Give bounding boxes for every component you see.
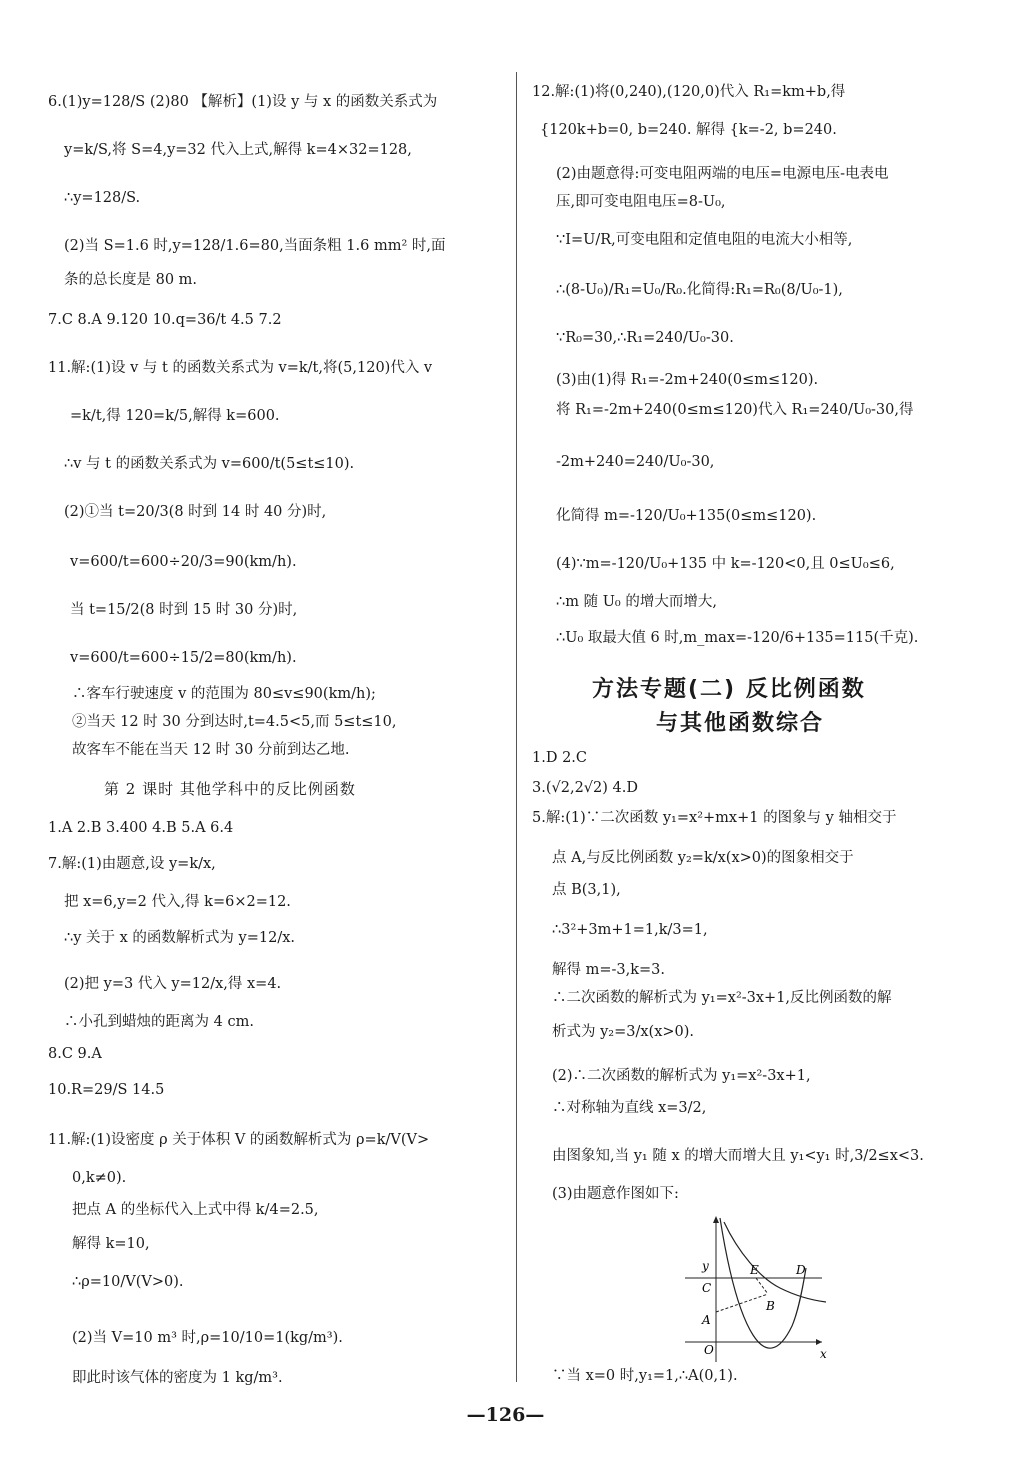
right-text-line: (4)∵m=-120/U₀+135 中 k=-120<0,且 0≤U₀≤6, bbox=[556, 556, 895, 572]
right-text-line: 3.(√2,2√2) 4.D bbox=[532, 780, 638, 796]
right-text-line: 12.解:(1)将(0,240),(120,0)代入 R₁=km+b,得 bbox=[532, 84, 846, 100]
left-text-line: 当 t=15/2(8 时到 15 时 30 分)时, bbox=[70, 602, 298, 618]
left-text-line: ∴客车行驶速度 v 的范围为 80≤v≤90(km/h); bbox=[72, 686, 376, 702]
right-text-line: 将 R₁=-2m+240(0≤m≤120)代入 R₁=240/U₀-30,得 bbox=[556, 402, 914, 418]
left-text-line: ∴小孔到蜡烛的距离为 4 cm. bbox=[64, 1014, 254, 1030]
left-text-line: 1.A 2.B 3.400 4.B 5.A 6.4 bbox=[48, 820, 234, 836]
right-text-line: (3)由题意作图如下: bbox=[552, 1186, 679, 1202]
left-text-line: 7.解:(1)由题意,设 y=k/x, bbox=[48, 856, 216, 872]
y-arrow-icon bbox=[713, 1216, 719, 1223]
label-b: B bbox=[766, 1299, 775, 1313]
right-text-line: ∵I=U/R,可变电阻和定值电阻的电流大小相等, bbox=[556, 232, 853, 248]
right-text-line: 1.D 2.C bbox=[532, 750, 587, 766]
left-text-line: 即此时该气体的密度为 1 kg/m³. bbox=[72, 1370, 283, 1386]
left-text-line: 解得 k=10, bbox=[72, 1236, 150, 1252]
parabola-curve bbox=[720, 1218, 806, 1348]
right-text-line: ∴二次函数的解析式为 y₁=x²-3x+1,反比例函数的解 bbox=[552, 990, 892, 1006]
left-text-line: 把 x=6,y=2 代入,得 k=6×2=12. bbox=[64, 894, 291, 910]
lesson-heading: 第 2 课时 其他学科中的反比例函数 bbox=[104, 780, 356, 798]
left-text-line: (2)把 y=3 代入 y=12/x,得 x=4. bbox=[64, 976, 282, 992]
label-a: A bbox=[702, 1313, 711, 1327]
left-text-line: v=600/t=600÷20/3=90(km/h). bbox=[70, 554, 297, 570]
left-text-line: 10.R=29/S 14.5 bbox=[48, 1082, 165, 1098]
right-text-line: (3)由(1)得 R₁=-2m+240(0≤m≤120). bbox=[556, 372, 819, 388]
label-c: C bbox=[702, 1281, 712, 1295]
right-text-line: 解得 m=-3,k=3. bbox=[552, 962, 666, 978]
right-text-line: ∴U₀ 取最大值 6 时,m_max=-120/6+135=115(千克). bbox=[556, 630, 919, 646]
right-text-line: ∵R₀=30,∴R₁=240/U₀-30. bbox=[556, 330, 734, 346]
right-text-line: 压,即可变电阻电压=8-U₀, bbox=[556, 194, 726, 210]
section-title: 与其他函数综合 bbox=[656, 711, 825, 736]
parabola-hyperbola-figure bbox=[680, 1212, 830, 1372]
left-text-line: ∴v 与 t 的函数关系式为 v=600/t(5≤t≤10). bbox=[64, 456, 355, 472]
right-text-line: 点 B(3,1), bbox=[552, 882, 621, 898]
right-text-line: 由图象知,当 y₁ 随 x 的增大而增大且 y₁<y₁ 时,3/2≤x<3. bbox=[552, 1148, 924, 1164]
left-text-line: v=600/t=600÷15/2=80(km/h). bbox=[70, 650, 297, 666]
x-arrow-icon bbox=[816, 1339, 822, 1345]
right-text-line: ∴3²+3m+1=1,k/3=1, bbox=[552, 922, 708, 938]
left-text-line: ∴y=128/S. bbox=[64, 190, 141, 206]
page-number: —126— bbox=[466, 1404, 545, 1426]
left-text-line: ②当天 12 时 30 分到达时,t=4.5<5,而 5≤t≤10, bbox=[72, 714, 397, 730]
left-text-line: 7.C 8.A 9.120 10.q=36/t 4.5 7.2 bbox=[48, 312, 282, 328]
left-text-line: 11.解:(1)设 v 与 t 的函数关系式为 v=k/t,将(5,120)代入 v bbox=[48, 360, 433, 376]
left-text-line: y=k/S,将 S=4,y=32 代入上式,解得 k=4×32=128, bbox=[64, 142, 412, 158]
dash-ab bbox=[716, 1294, 768, 1312]
right-text-line: ∴对称轴为直线 x=3/2, bbox=[552, 1100, 707, 1116]
label-o: O bbox=[704, 1343, 714, 1357]
label-e: E bbox=[750, 1263, 759, 1277]
label-y: y bbox=[702, 1259, 709, 1273]
left-text-line: 0,k≠0). bbox=[72, 1170, 127, 1186]
right-text-line: (2)由题意得:可变电阻两端的电压=电源电压-电表电 bbox=[556, 166, 889, 182]
right-text-line: 点 A,与反比例函数 y₂=k/x(x>0)的图象相交于 bbox=[552, 850, 854, 866]
right-text-line: ∵当 x=0 时,y₁=1,∴A(0,1). bbox=[552, 1368, 738, 1384]
right-text-line: {120k+b=0, b=240. 解得 {k=-2, b=240. bbox=[540, 122, 837, 138]
left-text-line: (2)①当 t=20/3(8 时到 14 时 40 分)时, bbox=[64, 504, 327, 520]
label-d: D bbox=[796, 1263, 806, 1277]
right-text-line: 5.解:(1)∵二次函数 y₁=x²+mx+1 的图象与 y 轴相交于 bbox=[532, 810, 897, 826]
column-divider bbox=[516, 72, 517, 1382]
left-text-line: 条的总长度是 80 m. bbox=[64, 272, 198, 288]
hyperbola-curve bbox=[724, 1222, 826, 1302]
right-text-line: ∴m 随 U₀ 的增大而增大, bbox=[556, 594, 717, 610]
left-text-line: (2)当 V=10 m³ 时,ρ=10/10=1(kg/m³). bbox=[72, 1330, 343, 1346]
right-text-line: ∴(8-U₀)/R₁=U₀/R₀.化简得:R₁=R₀(8/U₀-1), bbox=[556, 282, 843, 298]
section-title: 方法专题(二) 反比例函数 bbox=[592, 677, 866, 702]
dash-eb bbox=[756, 1278, 768, 1294]
left-text-line: (2)当 S=1.6 时,y=128/1.6=80,当面条粗 1.6 mm² 时,面 bbox=[64, 238, 446, 254]
left-text-line: 11.解:(1)设密度 ρ 关于体积 V 的函数解析式为 ρ=k/V(V> bbox=[48, 1132, 430, 1148]
right-text-line: 析式为 y₂=3/x(x>0). bbox=[552, 1024, 695, 1040]
left-text-line: =k/t,得 120=k/5,解得 k=600. bbox=[70, 408, 280, 424]
right-text-line: 化简得 m=-120/U₀+135(0≤m≤120). bbox=[556, 508, 817, 524]
left-text-line: 6.(1)y=128/S (2)80 【解析】(1)设 y 与 x 的函数关系式为 bbox=[48, 94, 438, 110]
left-text-line: ∴y 关于 x 的函数解析式为 y=12/x. bbox=[64, 930, 295, 946]
left-text-line: 8.C 9.A bbox=[48, 1046, 102, 1062]
right-text-line: -2m+240=240/U₀-30, bbox=[556, 454, 715, 470]
left-text-line: ∴ρ=10/V(V>0). bbox=[72, 1274, 184, 1290]
right-text-line: (2)∴二次函数的解析式为 y₁=x²-3x+1, bbox=[552, 1068, 811, 1084]
left-text-line: 把点 A 的坐标代入上式中得 k/4=2.5, bbox=[72, 1202, 319, 1218]
left-text-line: 故客车不能在当天 12 时 30 分前到达乙地. bbox=[72, 742, 350, 758]
label-x: x bbox=[820, 1347, 827, 1361]
